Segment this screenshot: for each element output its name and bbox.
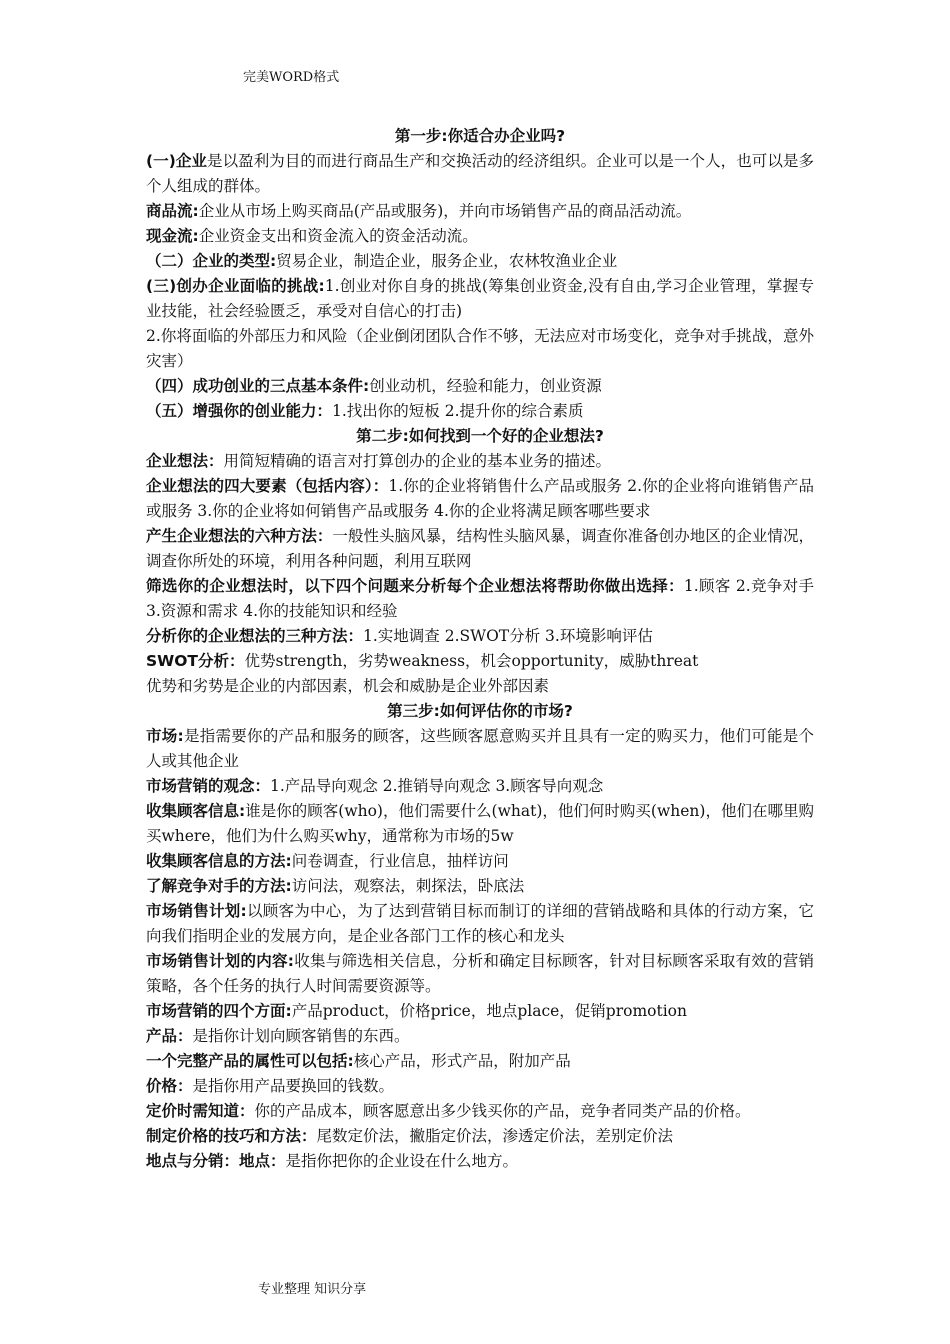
paragraph-text: 1.实地调查 2.SWOT分析 3.环境影响评估 [363, 627, 653, 645]
paragraph-text: 问卷调查，行业信息，抽样访问 [291, 852, 509, 870]
paragraph-text: 1.找出你的短板 2.提升你的综合素质 [332, 402, 584, 420]
paragraph [146, 874, 814, 899]
paragraph-text: 以顾客为中心，为了达到营销目标而制订的详细的营销战略和具体的行动方案，它向我们指明企业的发展方向，是企业各部门工作的核心和龙头 [146, 902, 814, 945]
paragraph-text: 1.创业对你自身的挑战(筹集创业资金,没有自由,学习企业管理，掌握专业技能，社会经验匮乏，承受对自信心的打击) [146, 277, 814, 320]
term-label: 现金流: [146, 227, 199, 245]
paragraph-text: 企业从市场上购买商品(产品或服务)，并向市场销售产品的商品活动流。 [198, 202, 692, 220]
term-label: 产品： [146, 1027, 193, 1045]
term-label: (三)创办企业面临的挑战: [146, 277, 325, 295]
paragraph-text: 谁是你的顾客(who)，他们需要什么(what)，他们何时购买(when)，他们在哪里购买where，他们为什么购买why，通常称为市场的5w [146, 802, 814, 845]
document-body [146, 124, 814, 1174]
paragraph-text: 你的产品成本，顾客愿意出多少钱买你的产品，竞争者同类产品的价格。 [254, 1102, 751, 1120]
paragraph-text: 企业资金支出和资金流入的资金活动流。 [198, 227, 478, 245]
paragraph [146, 999, 814, 1024]
paragraph-text: 是指需要你的产品和服务的顾客，这些顾客愿意购买并且具有一定的购买力，他们可能是个人或其他企业 [146, 727, 814, 770]
term-label: 制定价格的技巧和方法： [146, 1127, 317, 1145]
paragraph [146, 449, 814, 474]
term-label: 分析你的企业想法的三种方法： [146, 627, 364, 645]
paragraph-text: 优势和劣势是企业的内部因素，机会和威胁是企业外部因素 [146, 677, 550, 695]
paragraph-text: 核心产品，形式产品，附加产品 [353, 1052, 571, 1070]
term-label: 价格： [146, 1077, 193, 1095]
paragraph [146, 1049, 814, 1074]
paragraph [146, 724, 814, 774]
term-label: 产生企业想法的六种方法： [146, 527, 333, 545]
paragraph [146, 199, 814, 224]
term-label: SWOT分析： [146, 652, 245, 670]
term-label: 商品流: [146, 202, 199, 220]
paragraph [146, 1149, 814, 1174]
section-heading: 第一步:你适合办企业吗? [394, 127, 566, 145]
paragraph [146, 574, 814, 624]
term-label: 定价时需知道： [146, 1102, 255, 1120]
term-label: （四）成功创业的三点基本条件: [146, 377, 370, 395]
paragraph [146, 799, 814, 849]
paragraph [146, 1074, 814, 1099]
paragraph [146, 1124, 814, 1149]
paragraph [146, 374, 814, 399]
paragraph [146, 474, 814, 524]
term-label: 企业想法的四大要素（包括内容）： [146, 477, 389, 495]
page-header: 完美WORD格式 [243, 70, 340, 85]
paragraph-text: 1.产品导向观念 2.推销导向观念 3.顾客导向观念 [270, 777, 604, 795]
paragraph-text: 1.你的企业将销售什么产品或服务 2.你的企业将向谁销售产品或服务 3.你的企业将如何销售产品或服务 4.你的企业将满足顾客哪些要求 [146, 477, 814, 520]
page-footer: 专业整理 知识分享 [258, 1282, 367, 1297]
term-label: （五）增强你的创业能力： [146, 402, 333, 420]
paragraph [146, 274, 814, 324]
section-heading: 第二步:如何找到一个好的企业想法? [356, 427, 604, 445]
paragraph [146, 649, 814, 674]
term-label: 收集顾客信息的方法: [146, 852, 292, 870]
paragraph [146, 899, 814, 949]
section-heading: 第三步:如何评估你的市场? [387, 702, 573, 720]
paragraph-text: 1.顾客 2.竞争对手 3.资源和需求 4.你的技能知识和经验 [146, 577, 814, 620]
paragraph-text: 是指你把你的企业设在什么地方。 [285, 1152, 519, 1170]
paragraph-text: 产品product，价格price，地点place，促销promotion [291, 1002, 687, 1020]
paragraph [146, 224, 814, 249]
term-label: 地点与分销：地点： [146, 1152, 286, 1170]
term-label: 市场营销的四个方面: [146, 1002, 292, 1020]
paragraph [146, 149, 814, 199]
paragraph [146, 849, 814, 874]
paragraph-text: 是以盈利为目的而进行商品生产和交换活动的经济组织。企业可以是一个人，也可以是多个人组成的群体。 [146, 152, 814, 195]
paragraph-text: 2.你将面临的外部压力和风险（企业倒闭团队合作不够，无法应对市场变化，竞争对手挑战，意外灾害） [146, 327, 814, 370]
term-label: 筛选你的企业想法时，以下四个问题来分析每个企业想法将帮助你做出选择： [146, 577, 684, 595]
term-label: 了解竞争对手的方法: [146, 877, 292, 895]
paragraph-text: 是指你计划向顾客销售的东西。 [192, 1027, 410, 1045]
term-label: (一)企业 [146, 152, 207, 170]
paragraph [146, 1099, 814, 1124]
paragraph-text: 收集与筛选相关信息，分析和确定目标顾客，针对目标顾客采取有效的营销策略，各个任务的执行人时间需要资源等。 [146, 952, 814, 995]
term-label: 市场营销的观念： [146, 777, 271, 795]
paragraph [146, 674, 814, 699]
paragraph-text: 贸易企业，制造企业，服务企业，农林牧渔业企业 [276, 252, 618, 270]
paragraph [146, 399, 814, 424]
paragraph [146, 1024, 814, 1049]
paragraph-text: 访问法，观察法，刺探法，卧底法 [291, 877, 525, 895]
term-label: （二）企业的类型: [146, 252, 277, 270]
paragraph [146, 949, 814, 999]
paragraph-text: 用简短精确的语言对打算创办的企业的基本业务的描述。 [223, 452, 612, 470]
paragraph [146, 774, 814, 799]
paragraph-text: 尾数定价法，撇脂定价法，渗透定价法，差别定价法 [316, 1127, 674, 1145]
paragraph [146, 624, 814, 649]
paragraph [146, 249, 814, 274]
paragraph-text: 创业动机，经验和能力，创业资源 [369, 377, 602, 395]
term-label: 市场: [146, 727, 184, 745]
term-label: 企业想法： [146, 452, 224, 470]
term-label: 市场销售计划: [146, 902, 247, 920]
paragraph-text: 优势strength，劣势weakness，机会opportunity，威胁threat [244, 652, 699, 670]
paragraph-text: 一般性头脑风暴，结构性头脑风暴，调查你准备创办地区的企业情况，调查你所处的环境，利用各种问题，利用互联网 [146, 527, 814, 570]
paragraph [146, 324, 814, 374]
term-label: 市场销售计划的内容: [146, 952, 295, 970]
paragraph [146, 524, 814, 574]
term-label: 收集顾客信息: [146, 802, 246, 820]
paragraph-text: 是指你用产品要换回的钱数。 [192, 1077, 395, 1095]
term-label: 一个完整产品的属性可以包括: [146, 1052, 354, 1070]
